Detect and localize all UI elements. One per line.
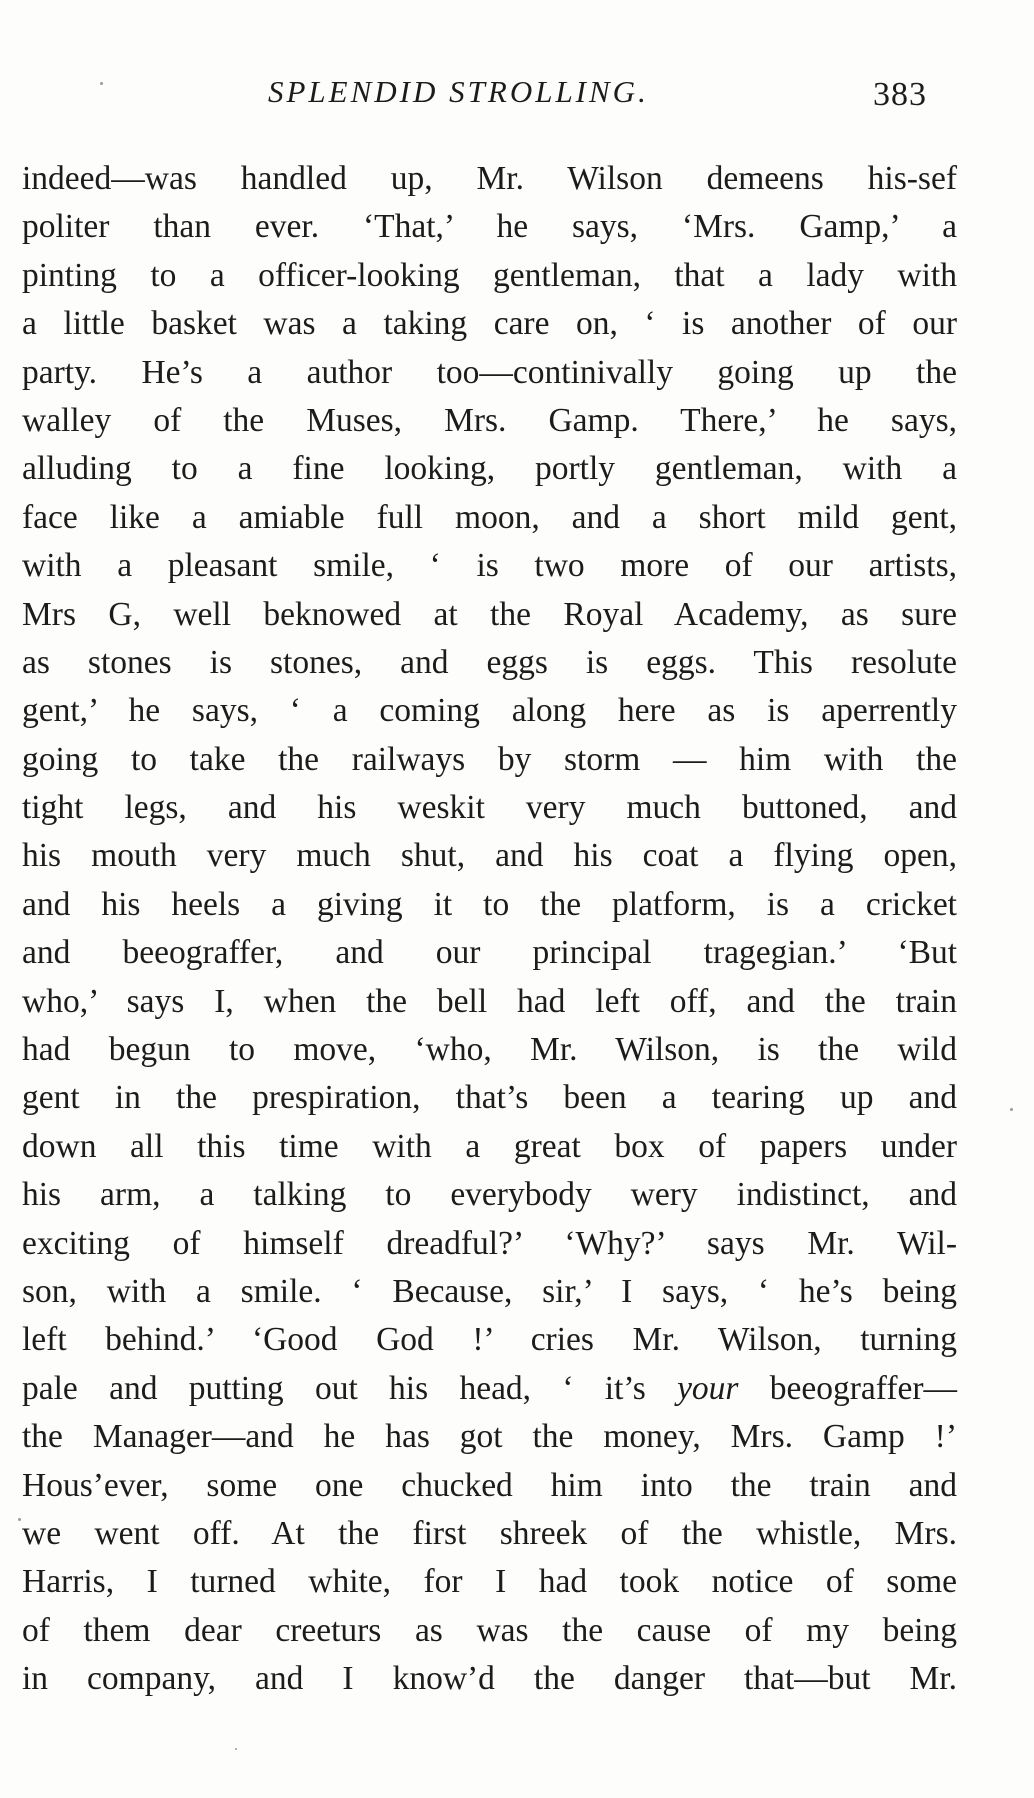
text-line: face like a amiable full moon, and a short mild gent, xyxy=(22,498,957,536)
text-line: his arm, a talking to everybody wery indistinct, and xyxy=(22,1176,957,1214)
text-line: going to take the railways by storm — him with the xyxy=(22,740,957,778)
text-line: had begun to move, ‘who, Mr. Wilson, is the wild xyxy=(22,1031,957,1069)
text-line: Harris, I turned white, for I had took notice of some xyxy=(22,1563,957,1601)
running-head xyxy=(0,64,1034,124)
text-line: we went off. At the first shreek of the whistle, Mrs. xyxy=(22,1514,957,1552)
text-line: tight legs, and his weskit very much buttoned, and xyxy=(22,789,957,827)
body-text xyxy=(22,155,957,1704)
paper-speck xyxy=(1010,1108,1013,1111)
text-line: his mouth very much shut, and his coat a flying open, xyxy=(22,837,957,875)
text-line: as stones is stones, and eggs is eggs. This resolute xyxy=(22,643,957,681)
text-line: party. He’s a author too—continivally going up the xyxy=(22,353,957,391)
line-part-after: beeograffer— xyxy=(738,1369,958,1407)
paper-speck xyxy=(100,82,103,85)
line-part-before: pale and putting out his head, ‘ it’s xyxy=(22,1369,678,1407)
text-line: left behind.’ ‘Good God !’ cries Mr. Wilson, turning xyxy=(22,1321,957,1359)
text-line: Hous’ever, some one chucked him into the train and xyxy=(22,1466,957,1504)
text-line: and his heels a giving it to the platform, is a cricket xyxy=(22,885,957,923)
text-line: the Manager—and he has got the money, Mrs. Gamp !’ xyxy=(22,1418,957,1456)
text-line: of them dear creeturs as was the cause of my being xyxy=(22,1611,957,1649)
running-title: SPLENDID STROLLING. xyxy=(268,74,649,109)
text-line: Mrs G, well beknowed at the Royal Academy, as sure xyxy=(22,595,957,633)
text-line: and beeograffer, and our principal tragegian.’ ‘But xyxy=(22,934,957,972)
text-line: alluding to a fine looking, portly gentleman, with a xyxy=(22,450,957,488)
text-line: down all this time with a great box of papers under xyxy=(22,1127,957,1165)
paper-speck xyxy=(18,1518,21,1521)
text-line: pinting to a officer-looking gentleman, that a lady with xyxy=(22,256,957,294)
text-line: son, with a smile. ‘ Because, sir,’ I says, ‘ he’s being xyxy=(22,1272,957,1310)
text-line: gent in the prespiration, that’s been a tearing up and xyxy=(22,1079,957,1117)
text-line: indeed—was handled up, Mr. Wilson demeens his-sef xyxy=(22,160,957,197)
text-line: exciting of himself dreadful?’ ‘Why?’ says Mr. Wil- xyxy=(22,1224,957,1262)
text-line: with a pleasant smile, ‘ is two more of our artists, xyxy=(22,547,957,585)
text-line: who,’ says I, when the bell had left off, and the train xyxy=(22,982,957,1020)
text-line: politer than ever. ‘That,’ he says, ‘Mrs. Gamp,’ a xyxy=(22,208,957,246)
text-line-with-emphasis xyxy=(22,1365,957,1413)
page-number: 383 xyxy=(873,76,927,113)
paper-speck xyxy=(235,1748,237,1750)
text-line: a little basket was a taking care on, ‘ is another of our xyxy=(22,305,957,343)
text-line: in company, and I know’d the danger that—but Mr. xyxy=(22,1660,957,1698)
emphasis-word: your xyxy=(677,1369,739,1407)
text-line: walley of the Muses, Mrs. Gamp. There,’ he says, xyxy=(22,401,957,439)
text-line: gent,’ he says, ‘ a coming along here as is aperrently xyxy=(22,692,957,730)
